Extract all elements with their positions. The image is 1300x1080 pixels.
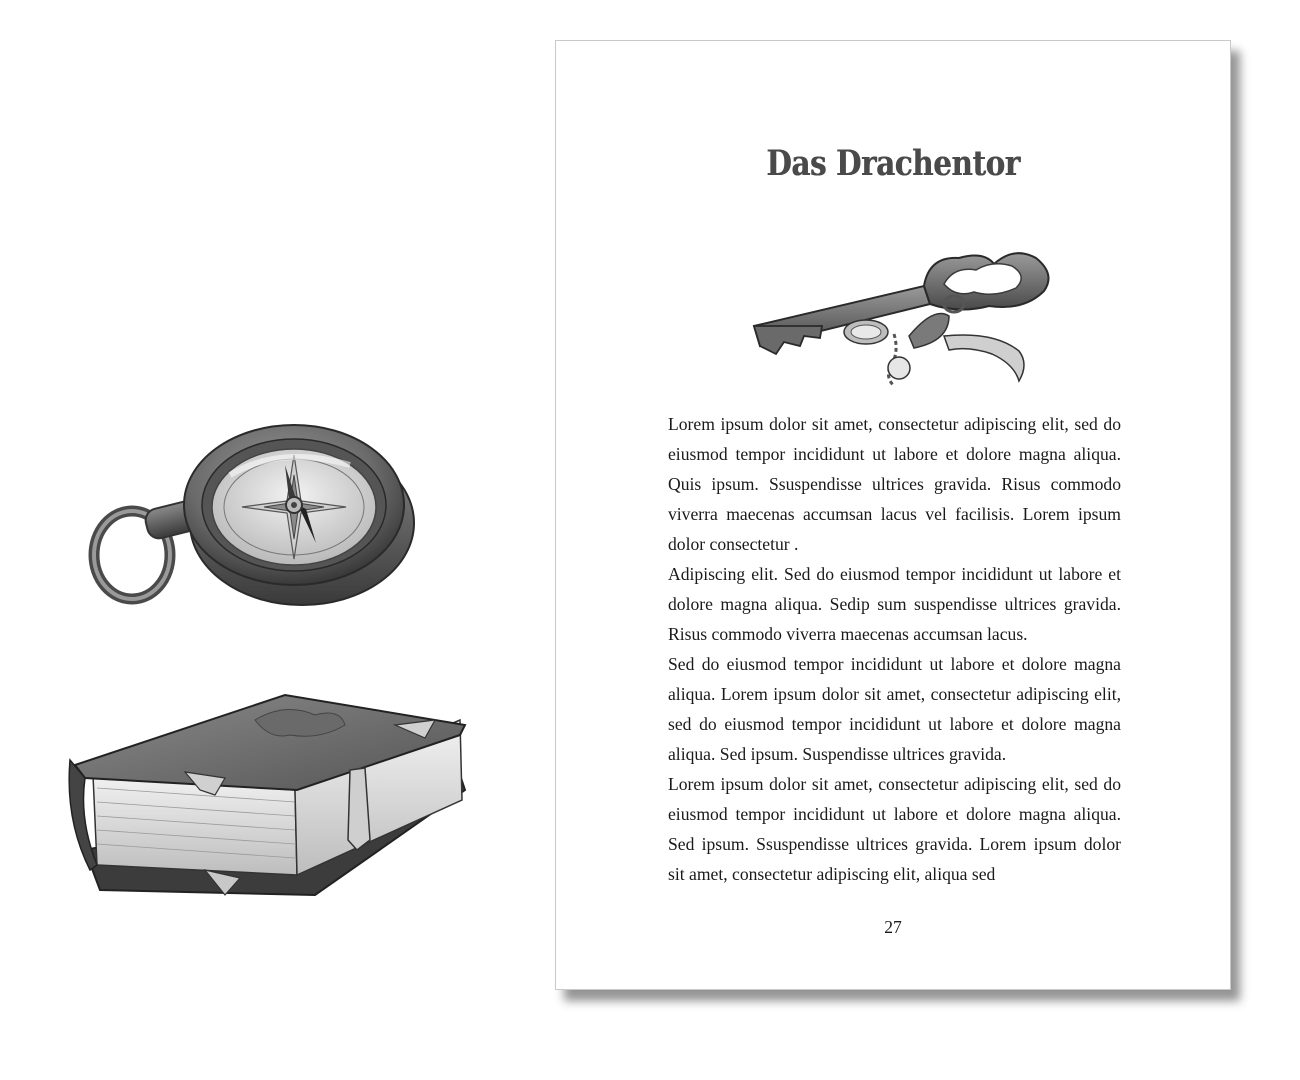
key-icon	[744, 246, 1066, 401]
paragraph: Lorem ipsum dolor sit amet, consectetur adipiscing elit, sed do eiusmod tempor incididunt ut labore et dolore magna aliqua. Sed ipsum. Ssuspendisse ultrices gravida. Lorem ipsum dolor sit amet, consectetur adipiscing elit, aliqua sed	[668, 774, 1121, 884]
page-number: 27	[884, 917, 902, 937]
book-page	[555, 40, 1231, 990]
compass-icon	[80, 405, 420, 615]
body-text	[668, 409, 1121, 889]
paragraph: Lorem ipsum dolor sit amet, consectetur adipiscing elit, sed do eiusmod tempor incididunt ut labore et dolore magna aliqua. Quis ipsum. Ssuspendisse ultrices gravida. Risus commodo viverra maecenas accumsan lacus vel facilisis. Lorem ipsum dolor consectetur .	[668, 414, 1121, 554]
book-icon	[65, 690, 485, 905]
chapter-title: Das Drachentor	[766, 143, 1020, 184]
paragraph: Adipiscing elit. Sed do eiusmod tempor incididunt ut labore et dolore magna aliqua. Sedip sum suspendisse ultrices gravida. Risus commodo viverra maecenas accumsan lacus.	[668, 564, 1121, 644]
paragraph: Sed do eiusmod tempor incididunt ut labore et dolore magna aliqua. Lorem ipsum dolor sit amet, consectetur adipiscing elit, sed do eiusmod tempor incididunt ut labore et dolore magna aliqua. Sed ipsum. Suspendisse ultrices gravida.	[668, 654, 1121, 764]
